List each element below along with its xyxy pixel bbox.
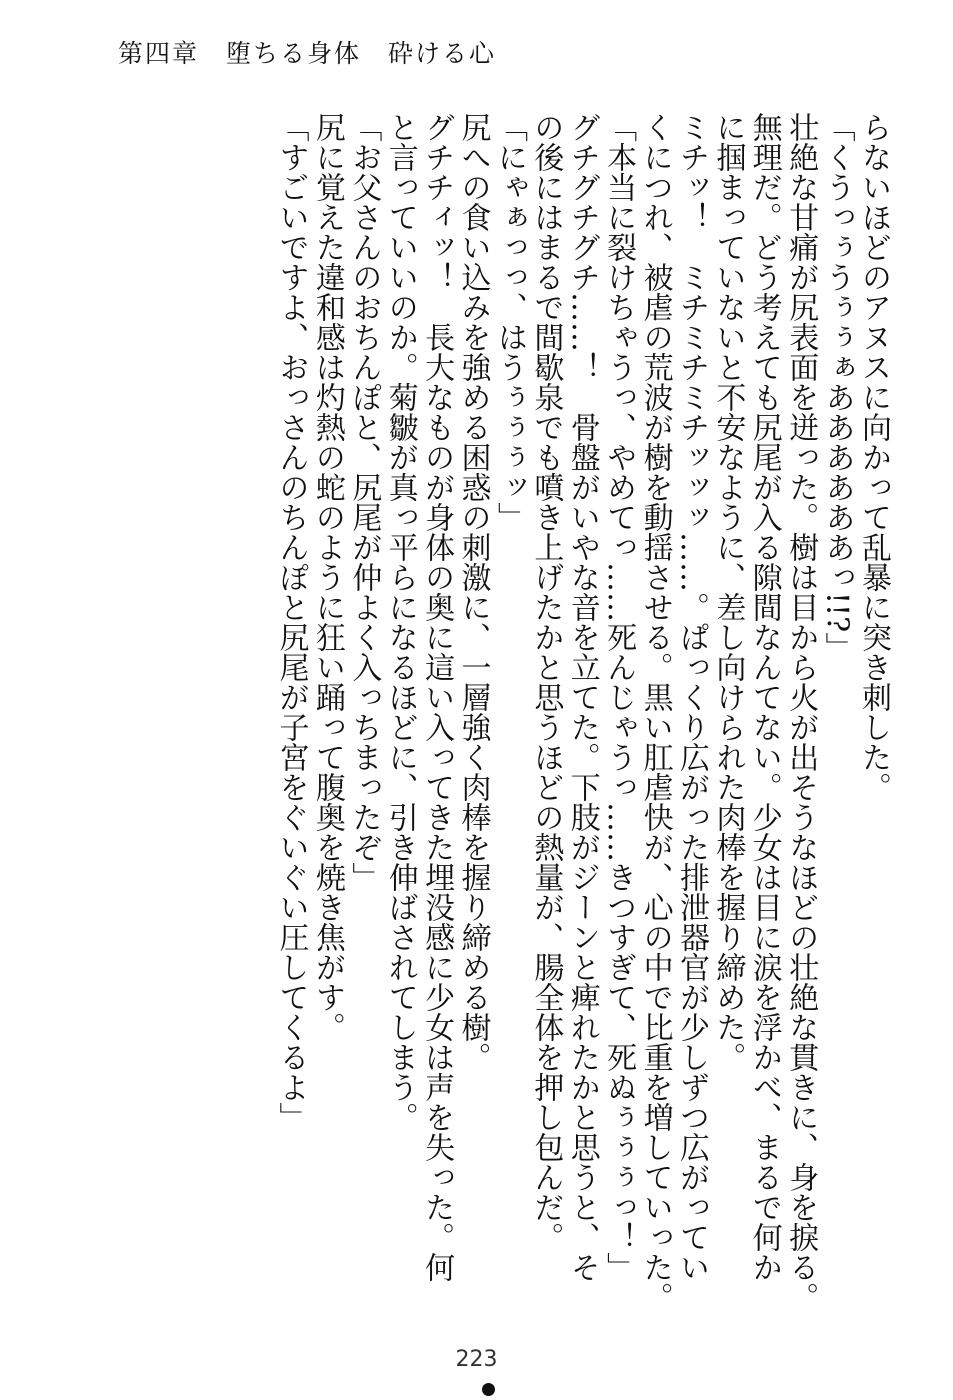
paragraph: 「すごいですよ、おっさんのちんぽと尻尾が子宮をぐいぐい圧してくるよ」 bbox=[273, 112, 309, 1132]
page-dot-mark bbox=[482, 1383, 495, 1396]
paragraph: 「にゃぁっっ、はうぅぅぅッ」 bbox=[491, 112, 527, 532]
paragraph: に掴まっていないと不安なように、差し向けられた肉棒を握り締めた。 bbox=[710, 112, 746, 1072]
paragraph: 「お父さんのおちんぽと、尻尾が仲よく入っちまったぞ」 bbox=[346, 112, 382, 892]
paragraph: 尻に覚えた違和感は灼熱の蛇のように狂い踊って腹奥を焼き焦がす。 bbox=[309, 112, 345, 1042]
paragraph: 「本当に裂けちゃうっ、やめてっ……死んじゃうっ……きつすぎて、死ぬぅぅぅっ！」 bbox=[601, 112, 637, 1282]
paragraph: 「くうっぅうぅぅぁああああああっ!!?」 bbox=[819, 112, 855, 663]
paragraph: らないほどのアヌスに向かって乱暴に突き刺した。 bbox=[856, 112, 891, 802]
running-head: 第四章 堕ちる身体 砕ける心 bbox=[118, 39, 497, 68]
paragraph: くにつれ、被虐の荒波が樹を動揺させる。黒い肛虐快が、心の中で比重を増していった。 bbox=[637, 112, 673, 1312]
body-text bbox=[71, 112, 891, 1322]
page-number: 223 bbox=[455, 1347, 498, 1372]
paragraph: グチチィッ！ 長大なものが身体の奥に這い入ってきた埋没感に少女は声を失った。何 bbox=[419, 112, 455, 1282]
paragraph: 無理だ。どう考えても尻尾が入る隙間なんてない。少女は目に涙を浮かべ、まるで何か bbox=[746, 112, 782, 1282]
paragraph: 尻への食い込みを強める困惑の刺激に、一層強く肉棒を握り締める樹。 bbox=[455, 112, 491, 1072]
paragraph: グチグチグチ……！ 骨盤がいやな音を立てた。下肢がジーンと痺れたかと思うと、そ bbox=[564, 112, 600, 1282]
paragraph: の後にはまるで間歇泉でも噴き上げたかと思うほどの熱量が、腸全体を押し包んだ。 bbox=[528, 112, 564, 1252]
paragraph: ミチッ！ ミチミチミチッッッ……。ぱっくり広がった排泄器官が少しずつ広がってい bbox=[673, 112, 709, 1282]
paragraph: 壮絶な甘痛が尻表面を迸った。樹は目から火が出そうなほどの壮絶な貫きに、身を捩る。 bbox=[783, 112, 819, 1312]
paragraph: と言っていいのか。菊皺が真っ平らになるほどに、引き伸ばされてしまう。 bbox=[382, 112, 418, 1132]
